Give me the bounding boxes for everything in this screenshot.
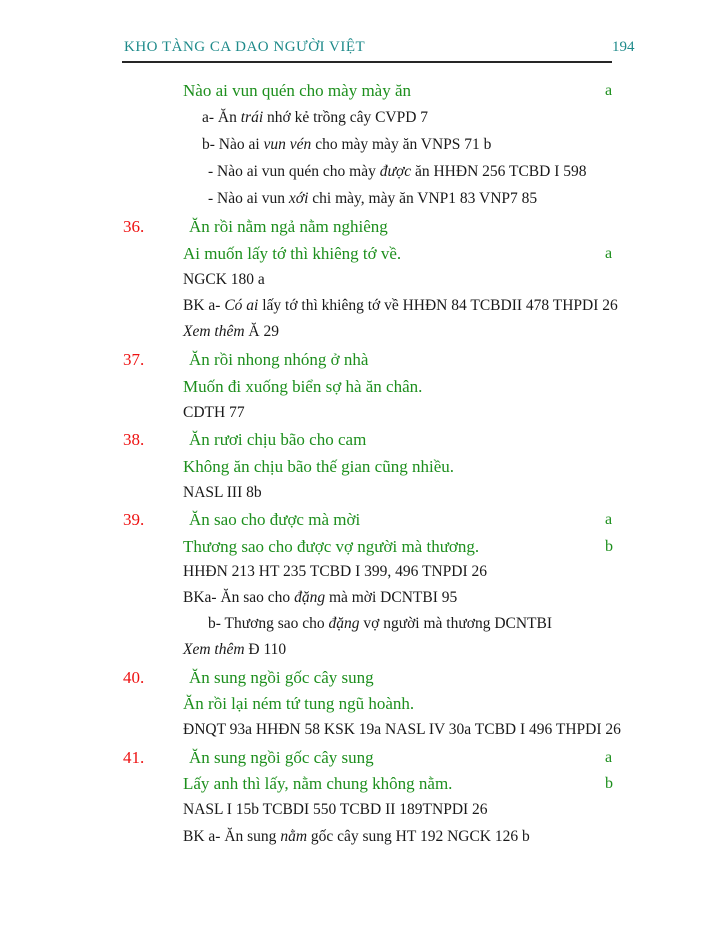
reference-text bbox=[183, 484, 262, 502]
verse-line bbox=[0, 350, 723, 374]
verse-line bbox=[0, 377, 723, 401]
text-segment-italic: Xem thêm bbox=[183, 641, 245, 658]
verse-text bbox=[189, 350, 368, 370]
text-segment: gốc cây sung HT 192 NGCK 126 b bbox=[307, 828, 530, 845]
text-segment-italic: nằm bbox=[280, 828, 308, 845]
verse-text bbox=[189, 430, 366, 450]
text-segment: lấy tớ thì khiêng tớ về HHĐN 84 TCBDII 478 THPDI 26 bbox=[258, 297, 618, 314]
variant-letter: a bbox=[605, 511, 613, 528]
text-segment: Muốn đi xuống biển sợ hà ăn chân. bbox=[183, 377, 423, 396]
reference-line bbox=[0, 484, 723, 508]
text-segment: BKa- Ăn sao cho bbox=[183, 589, 295, 606]
text-segment: Ăn sao cho được mà mời bbox=[189, 510, 361, 529]
reference-line bbox=[0, 404, 723, 428]
verse-line bbox=[0, 694, 723, 718]
verse-text bbox=[183, 774, 452, 794]
text-segment: Ă 29 bbox=[244, 323, 279, 340]
text-segment: NASL I 15b TCBDI 550 TCBD II 189TNPDI 26 bbox=[183, 801, 488, 818]
reference-line bbox=[0, 271, 723, 295]
reference-text bbox=[202, 136, 491, 154]
text-segment: HHĐN 213 HT 235 TCBD I 399, 496 TNPDI 26 bbox=[183, 563, 487, 580]
text-segment: mà mời DCNTBI 95 bbox=[325, 589, 458, 606]
reference-line bbox=[0, 801, 723, 825]
verse-text bbox=[183, 457, 454, 477]
text-segment: Ăn rồi lại ném tứ tung ngũ hoành. bbox=[183, 694, 415, 713]
verse-text bbox=[189, 668, 374, 688]
text-segment-italic: xới bbox=[288, 190, 309, 207]
text-segment: Ăn rồi nằm ngả nằm nghiêng bbox=[189, 217, 388, 236]
text-segment: Ăn sung ngồi gốc cây sung bbox=[189, 668, 374, 687]
text-segment-italic: Có ai bbox=[224, 297, 259, 314]
text-segment-italic: Xem thêm bbox=[183, 323, 245, 340]
header-rule bbox=[122, 61, 612, 63]
verse-line bbox=[0, 457, 723, 481]
reference-text bbox=[183, 801, 488, 819]
reference-line bbox=[0, 190, 723, 214]
verse-text bbox=[183, 694, 414, 714]
text-segment: Ăn rươi chịu bão cho cam bbox=[189, 430, 367, 449]
text-segment-italic: đặng bbox=[294, 589, 326, 606]
entry-number: 40. bbox=[123, 668, 145, 687]
reference-text bbox=[208, 615, 552, 633]
reference-line bbox=[0, 641, 723, 665]
verse-line bbox=[0, 510, 723, 534]
variant-letter: b bbox=[605, 775, 613, 792]
reference-text bbox=[183, 828, 530, 846]
verse-line bbox=[0, 748, 723, 772]
text-segment: NGCK 180 a bbox=[183, 271, 265, 288]
reference-line bbox=[0, 828, 723, 852]
verse-text bbox=[183, 537, 479, 557]
reference-text bbox=[202, 109, 428, 127]
text-segment: Ai muốn lấy tớ thì khiêng tớ về. bbox=[183, 244, 402, 263]
text-segment: cho mày mày ăn VNPS 71 b bbox=[311, 136, 492, 153]
text-segment: Ăn rồi nhong nhóng ở nhà bbox=[189, 350, 369, 369]
text-segment: b- Thương sao cho bbox=[208, 615, 329, 632]
text-segment: b- Nào ai bbox=[202, 136, 264, 153]
text-segment-italic: vun vén bbox=[263, 136, 312, 153]
text-segment: Không ăn chịu bão thế gian cũng nhiều. bbox=[183, 457, 454, 476]
variant-letter: a bbox=[605, 82, 613, 99]
text-segment: a- Ăn bbox=[202, 109, 241, 126]
text-segment: NASL III 8b bbox=[183, 484, 262, 501]
reference-text bbox=[183, 323, 279, 341]
reference-text bbox=[183, 721, 621, 739]
verse-line bbox=[0, 244, 723, 268]
verse-text bbox=[183, 81, 411, 101]
verse-text bbox=[189, 510, 360, 530]
text-segment: CDTH 77 bbox=[183, 404, 245, 421]
reference-line bbox=[0, 615, 723, 639]
verse-line bbox=[0, 217, 723, 241]
verse-text bbox=[183, 377, 422, 397]
entry-number: 39. bbox=[123, 510, 145, 529]
text-segment: Nào ai vun quén cho mày mày ăn bbox=[183, 81, 412, 100]
text-segment: BK a- bbox=[183, 297, 225, 314]
reference-line bbox=[0, 563, 723, 587]
reference-text bbox=[183, 563, 487, 581]
text-segment: nhớ kẻ trồng cây CVPD 7 bbox=[263, 109, 429, 126]
text-segment: chi mày, mày ăn VNP1 83 VNP7 85 bbox=[308, 190, 538, 207]
reference-text bbox=[208, 190, 537, 208]
verse-line bbox=[0, 668, 723, 692]
reference-line bbox=[0, 721, 723, 745]
variant-letter: a bbox=[605, 245, 613, 262]
verse-line bbox=[0, 537, 723, 561]
entry-number: 38. bbox=[123, 430, 145, 449]
reference-text bbox=[183, 297, 618, 315]
text-segment: Thương sao cho được vợ người mà thương. bbox=[183, 537, 480, 556]
verse-line bbox=[0, 81, 723, 105]
entry-number: 37. bbox=[123, 350, 145, 369]
text-segment: BK a- Ăn sung bbox=[183, 828, 281, 845]
verse-text bbox=[189, 748, 374, 768]
page-header-title: KHO TÀNG CA DAO NGƯỜI VIỆT bbox=[124, 39, 366, 55]
text-segment: - Nào ai vun bbox=[208, 190, 289, 207]
reference-text bbox=[183, 589, 457, 607]
text-segment: Đ 110 bbox=[244, 641, 287, 658]
text-segment-italic: được bbox=[379, 163, 412, 180]
entry-number: 36. bbox=[123, 217, 145, 236]
verse-line bbox=[0, 430, 723, 454]
text-segment: Ăn sung ngồi gốc cây sung bbox=[189, 748, 374, 767]
verse-line bbox=[0, 774, 723, 798]
reference-text bbox=[183, 404, 245, 422]
text-segment-italic: đặng bbox=[328, 615, 360, 632]
entry-number: 41. bbox=[123, 748, 145, 767]
text-segment: ăn HHĐN 256 TCBD I 598 bbox=[411, 163, 587, 180]
verse-text bbox=[189, 217, 388, 237]
text-segment: - Nào ai vun quén cho mày bbox=[208, 163, 380, 180]
text-segment-italic: trái bbox=[240, 109, 264, 126]
text-segment: ĐNQT 93a HHĐN 58 KSK 19a NASL IV 30a TCBD I 496 THPDI 26 bbox=[183, 721, 621, 738]
reference-line bbox=[0, 589, 723, 613]
reference-line bbox=[0, 109, 723, 133]
page-number: 194 bbox=[612, 39, 635, 55]
reference-text bbox=[208, 163, 586, 181]
verse-text bbox=[183, 244, 401, 264]
variant-letter: a bbox=[605, 749, 613, 766]
reference-line bbox=[0, 297, 723, 321]
text-segment: Lấy anh thì lấy, nằm chung không nằm. bbox=[183, 774, 453, 793]
reference-text bbox=[183, 641, 286, 659]
text-segment: vợ người mà thương DCNTBI bbox=[359, 615, 553, 632]
variant-letter: b bbox=[605, 538, 613, 555]
reference-line bbox=[0, 136, 723, 160]
reference-text bbox=[183, 271, 265, 289]
reference-line bbox=[0, 163, 723, 187]
reference-line bbox=[0, 323, 723, 347]
